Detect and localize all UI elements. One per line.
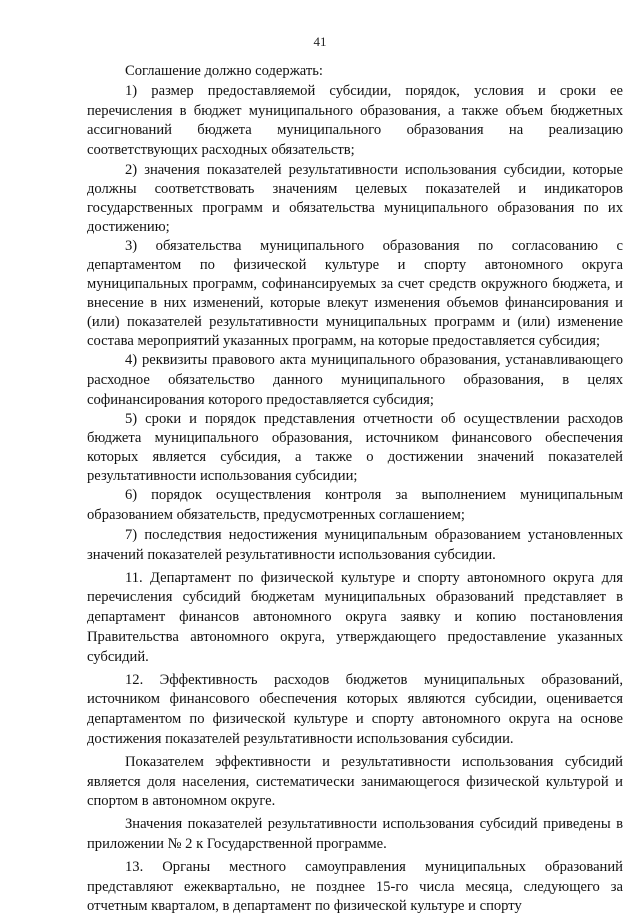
paragraph-indicator-values: Значения показателей результативности использования субсидий приведены в приложении № 2 к Государственной программе. (87, 816, 623, 852)
paragraph-item-6: 6) порядок осуществления контроля за выполнением муниципальным образованием обязательств, предусмотренных соглашением; (87, 487, 623, 524)
paragraph-intro: Соглашение должно содержать: (125, 63, 323, 79)
page-number: 41 (313, 34, 327, 49)
paragraph-item-4: 4) реквизиты правового акта муниципального образования, устанавливающего расходное обязательство данного муниципального образования, в целях софинансирования которого предоставляется субсидия; (87, 351, 623, 408)
paragraph-item-1: 1) размер предоставляемой субсидии, порядок, условия и сроки ее перечисления в бюджет муниципального образования, а также объем бюджетных ассигнований бюджета муниципального образования на реализацию соответствующих расходных обязательств; (87, 82, 623, 159)
paragraph-section-12: 12. Эффективность расходов бюджетов муниципальных образований, источником финансового обеспечения которых являются субсидии, оценивается департаментом по физической культуре и спорту автономного округа на основе достижения показателей результативности использования субсидии. (87, 671, 623, 747)
paragraph-item-5: 5) сроки и порядок представления отчетности об осуществлении расходов бюджета муниципального образования, источником финансового обеспечения которых является субсидия, а также о достижении значений показателей результативности использования субсидии; (87, 411, 623, 485)
document-body (87, 62, 623, 917)
paragraph-section-13: 13. Органы местного самоуправления муниципальных образований представляют ежеквартально, не позднее 15-го числа месяца, следующего за отчетным кварталом, в департамент по физической культуре и спорту (87, 858, 623, 915)
paragraph-item-7: 7) последствия недостижения муниципальным образованием установленных значений показателей результативности использования субсидии. (87, 526, 623, 563)
paragraph-efficiency-indicator: Показателем эффективности и результативности использования субсидий является доля населения, систематически занимающегося физической культурой и спортом в автономном округе. (87, 753, 623, 810)
paragraph-item-3: 3) обязательства муниципального образования по согласованию с департаментом по физической культуре и спорту автономного округа муниципальных программ, софинансируемых за счет средств окружного бюджета, и внесение в них изменений, которые влекут изменения объемов финансирования и (или) показателей результативности муниципальных программ и (или) изменение состава мероприятий указанных программ, на которые предоставляется субсидия; (87, 237, 623, 349)
paragraph-item-2: 2) значения показателей результативности использования субсидии, которые должны соответствовать значениям целевых показателей и индикаторов государственных программ и обязательства муниципального образования по их достижению; (87, 161, 623, 235)
paragraph-section-11: 11. Департамент по физической культуре и спорту автономного округа для перечисления субсидий бюджетам муниципальных образований представляет в департамент финансов автономного округа заявку и копию постановления Правительства автономного округа, утверждающего предоставление указанных субсидий. (87, 569, 623, 665)
